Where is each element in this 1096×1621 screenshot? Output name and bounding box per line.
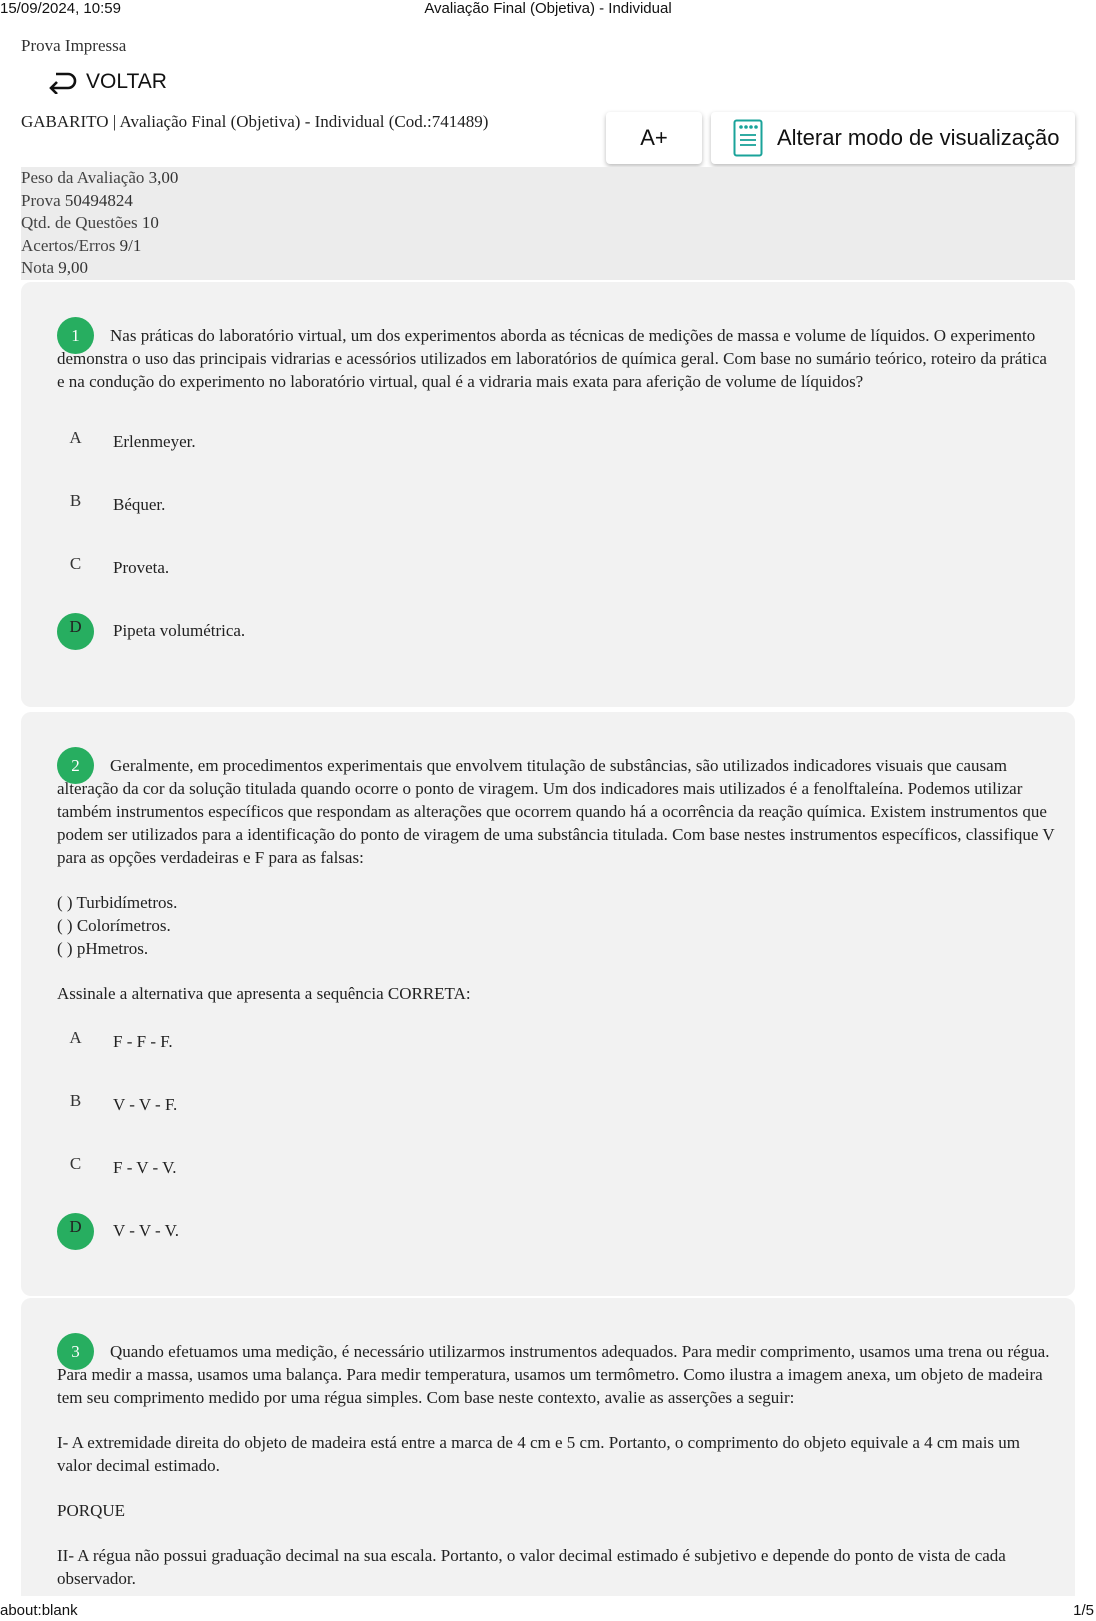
option-text: V - V - V. [113, 1221, 179, 1240]
document-list-icon [733, 119, 763, 157]
tf-item-3: ( ) pHmetros. [57, 939, 149, 958]
option-text: F - F - F. [113, 1032, 173, 1051]
option-letter: A [69, 428, 82, 447]
question-statement: Geralmente, em procedimentos experimentais que envolvem titulação de substâncias, são utilizados indicadores visuais que causam alteração da cor da solução titulada quando ocorre o ponto de viragem. Um dos indicadores mais utilizados é a fenolftaleína. Podemos utilizar também instrumentos específicos que respondam as alterações que ocorrem quando há a ocorrência da reação química. Existem instrumentos que podem ser utilizados para a identificação do ponto de viragem de uma substância titulada. Com base nestes instrumentos específicos, classifique V para as opções verdadeiras e F para as falsas: [57, 756, 1055, 867]
option-a[interactable] [57, 424, 457, 462]
option-b[interactable] [57, 487, 457, 525]
option-text: Erlenmeyer. [113, 432, 196, 451]
tf-item-2: ( ) Colorímetros. [57, 916, 171, 935]
assertion-connector: PORQUE [57, 1501, 126, 1520]
view-mode-label: Alterar modo de visualização [777, 125, 1060, 150]
option-c[interactable] [57, 550, 457, 588]
option-letter: A [69, 1028, 82, 1047]
correct-answer-marker: D [57, 1213, 94, 1250]
info-qtd [21, 212, 1075, 235]
print-doc-title: Avaliação Final (Objetiva) - Individual [424, 0, 672, 17]
info-acertos-value: 9/1 [119, 235, 142, 255]
exam-info [21, 167, 1075, 280]
option-letter: C [69, 1154, 82, 1173]
question-text [57, 754, 1057, 1005]
info-peso [21, 167, 1075, 190]
option-text: F - V - V. [113, 1158, 177, 1177]
print-footer [0, 1599, 1096, 1621]
back-arrow-icon [48, 70, 78, 94]
question-text [57, 1340, 1057, 1590]
question-number-badge: 1 [57, 317, 94, 354]
question-statement: Nas práticas do laboratório virtual, um dos experimentos aborda as técnicas de medições de massa e volume de líquidos. O experimento demonstra o uso das principais vidrarias e acessórios utilizados em laboratórios de química geral. Com base no sumário teórico, roteiro da prática e na condução do experimento no laboratório virtual, qual é a vidraria mais exata para aferição de volume de líquidos? [57, 326, 1047, 391]
print-header [0, 0, 1096, 18]
option-text: Proveta. [113, 558, 170, 577]
info-prova [21, 190, 1075, 213]
question-text [57, 324, 1057, 393]
option-d-correct[interactable] [57, 1213, 457, 1251]
info-nota-label: Nota [21, 258, 55, 277]
question-number-badge: 3 [57, 1333, 94, 1370]
question-card-3 [21, 1298, 1075, 1596]
back-button[interactable] [48, 70, 167, 94]
option-letter: B [69, 491, 82, 510]
option-letter: B [69, 1091, 82, 1110]
info-peso-label: Peso da Avaliação [21, 168, 145, 187]
question-card-2 [21, 712, 1075, 1296]
option-c[interactable] [57, 1150, 457, 1188]
option-d-correct[interactable] [57, 613, 457, 651]
info-acertos [21, 235, 1075, 258]
app-label: Prova Impressa [21, 36, 127, 55]
info-prova-label: Prova [21, 190, 61, 210]
print-datetime: 15/09/2024, 10:59 [0, 0, 121, 17]
info-acertos-label: Acertos/Erros [21, 235, 116, 255]
print-page-number: 1/5 [1073, 1602, 1094, 1619]
option-b[interactable] [57, 1087, 457, 1125]
option-text: Béquer. [113, 495, 166, 514]
info-peso-value: 3,00 [148, 168, 179, 187]
question-prompt: Assinale a alternativa que apresenta a sequência CORRETA: [57, 984, 471, 1003]
correct-answer-marker: D [57, 613, 94, 650]
option-text: Pipeta volumétrica. [113, 621, 246, 640]
option-letter: C [69, 554, 82, 573]
option-text: V - V - F. [113, 1095, 178, 1114]
page-title: GABARITO | Avaliação Final (Objetiva) - Individual (Cod.:741489) [21, 112, 489, 131]
print-url: about:blank [0, 1602, 78, 1619]
assertion-1: I- A extremidade direita do objeto de madeira está entre a marca de 4 cm e 5 cm. Portanto, o comprimento do objeto equivale a 4 cm mais um valor decimal estimado. [57, 1433, 1021, 1475]
assertion-2: II- A régua não possui graduação decimal na sua escala. Portanto, o valor decimal estimado é subjetivo e depende do ponto de vista de cada observador. [57, 1546, 1006, 1588]
back-label: VOLTAR [86, 70, 167, 93]
view-mode-button[interactable] [711, 112, 1075, 164]
question-number-badge: 2 [57, 747, 94, 784]
font-size-button[interactable]: A+ [606, 112, 702, 164]
option-a[interactable] [57, 1024, 457, 1062]
info-nota [21, 257, 1075, 280]
info-prova-value: 50494824 [64, 190, 133, 210]
question-statement: Quando efetuamos uma medição, é necessário utilizarmos instrumentos adequados. Para medir comprimento, usamos uma trena ou régua. Para medir a massa, usamos uma balança. Para medir temperatura, usamos um termômetro. Como ilustra a imagem anexa, um objeto de madeira tem seu comprimento medido por uma régua simples. Com base neste contexto, avalie as asserções a seguir: [57, 1342, 1050, 1407]
question-card-1 [21, 282, 1075, 707]
info-nota-value: 9,00 [58, 258, 89, 277]
tf-item-1: ( ) Turbidímetros. [57, 893, 178, 912]
info-qtd-label: Qtd. de Questões [21, 213, 138, 232]
info-qtd-value: 10 [141, 213, 159, 232]
